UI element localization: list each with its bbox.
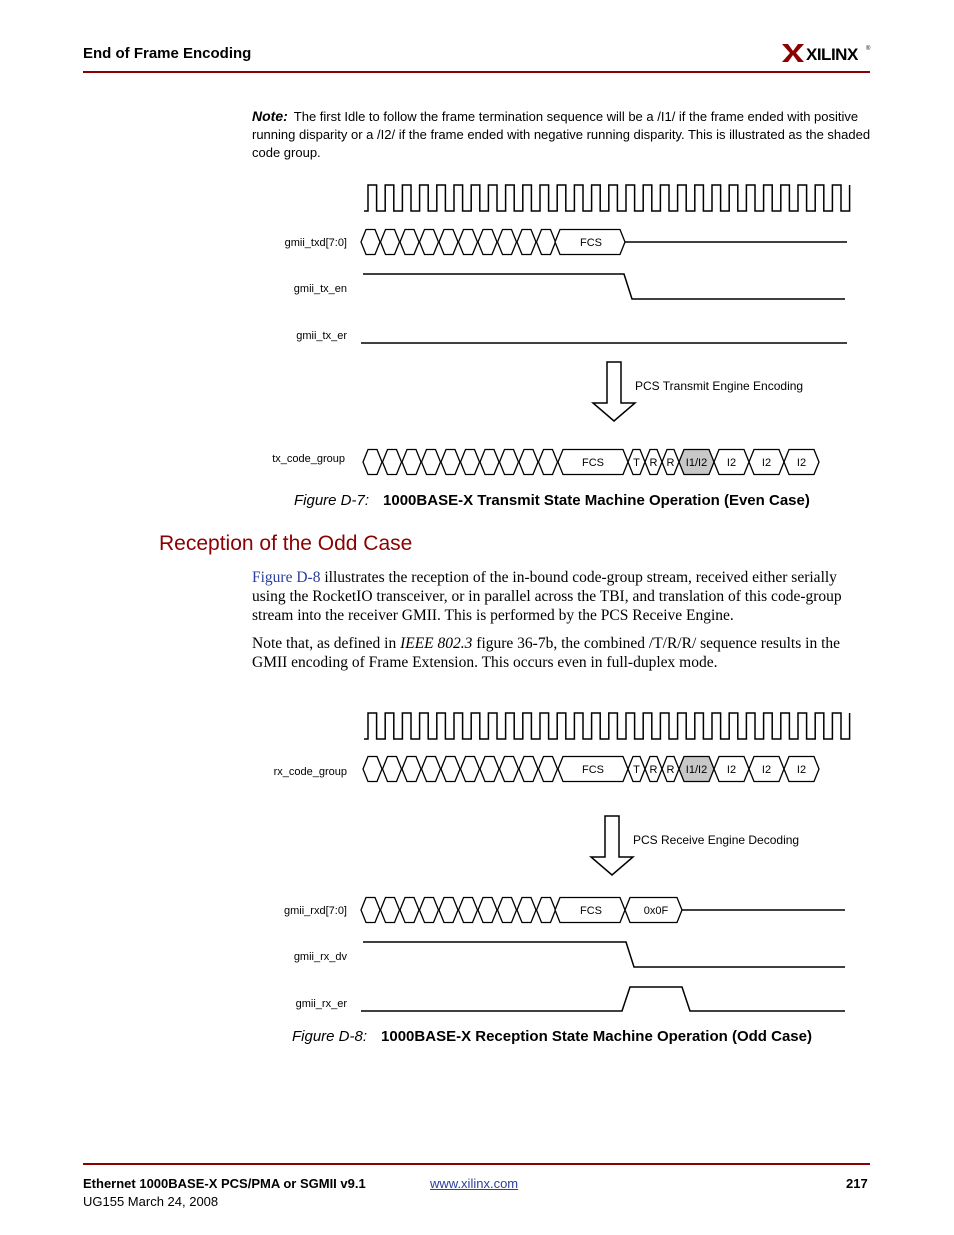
bus-cell [517,898,536,923]
figure-d8-caption-number: Figure D-8: [292,1028,368,1045]
page-header-title: End of Frame Encoding [83,45,252,62]
code-group-cell [422,450,441,475]
bus-cell [400,898,419,923]
bus-tx-code-group [363,450,819,475]
code-group-cell [461,450,480,475]
code-group-cell [461,757,480,782]
bus-cell [478,230,497,255]
svg-text:®: ® [866,46,871,52]
header-rule [83,71,870,73]
rxd-fcs-label: FCS [580,905,602,917]
bus-cell [459,898,478,923]
signal-label-rx-code-group: rx_code_group [273,766,347,778]
code-group-label: I2 [796,764,807,776]
signal-label-gmii-tx-en: gmii_tx_en [293,283,347,295]
code-group-label: I1/I2 [685,764,708,776]
code-group-label: R [666,764,675,776]
note-block [252,107,872,162]
bus-cell [459,230,478,255]
waveform-gmii-tx-en [363,274,845,299]
signal-label-gmii-tx-er: gmii_tx_er [296,330,347,342]
note-label: Note: [252,108,288,124]
code-group-cell [519,450,538,475]
paragraph-2-standard: IEEE 802.3 [400,635,473,652]
rxd-ext-label: 0x0F [643,905,669,917]
figure-d8-link[interactable]: Figure D-8 [252,569,321,586]
code-group-cell [363,757,382,782]
xilinx-logo [780,38,872,68]
note-text: The first Idle to follow the frame termination sequence will be a /I1/ if the frame ended with positive running disparity or a /I2/ if the frame ended with negative running disparity. This is illustrated as the shaded code group. [252,109,871,160]
section-heading: Reception of the Odd Case [159,532,413,555]
down-arrow-icon [593,362,635,421]
code-group-cell [480,757,499,782]
bus-cell [537,230,556,255]
paragraph-2 [252,634,872,672]
down-arrow-icon [591,816,633,875]
clock-waveform-tx [364,185,850,211]
code-group-label: I2 [761,457,772,469]
code-group-label: T [633,764,640,776]
signal-label-tx-code-group: tx_code_group [272,453,345,465]
bus-cell [381,898,400,923]
arrow-label-transmit: PCS Transmit Engine Encoding [635,379,804,393]
code-group-label: I2 [726,457,737,469]
code-group-label: FCS [582,457,604,469]
code-group-label: FCS [582,764,604,776]
code-group-cell [500,757,519,782]
bus-cell [361,230,380,255]
arrow-label-receive: PCS Receive Engine Decoding [633,833,800,847]
paragraph-1-text: illustrates the reception of the in-bound code-group stream, received either serially using the RocketIO transceiver, or in parallel across the TBI, and translation of this code-group stream into the receiver GMII. This is performed by the PCS Receive Engine. [252,569,842,624]
figure-d8-caption [292,1028,812,1045]
figure-d7-timing-diagram [255,180,865,480]
bus-cell [439,230,458,255]
bus-cell [400,230,419,255]
clock-waveform-rx [364,713,850,739]
footer-rule [83,1163,870,1165]
code-group-label: I2 [796,457,807,469]
code-group-label: R [666,457,675,469]
code-group-cell [539,450,558,475]
code-group-cell [402,450,421,475]
page-number: 217 [846,1176,868,1191]
code-group-cell [441,757,460,782]
figure-d7-caption [294,492,810,509]
bus-cell [498,898,517,923]
code-group-cell [383,757,402,782]
bus-cell [381,230,400,255]
bus-cell [478,898,497,923]
paragraph-2-text-a: Note that, as defined in [252,635,401,652]
bus-cell [361,898,380,923]
bus-cell [420,230,439,255]
figure-d8-timing-diagram [255,708,865,1018]
bus-cell [537,898,556,923]
code-group-cell [480,450,499,475]
code-group-cell [363,450,382,475]
bus-cell [498,230,517,255]
waveform-gmii-rx-dv [363,942,845,967]
bus-rx-code-group [363,757,819,782]
code-group-cell [402,757,421,782]
code-group-cell [383,450,402,475]
signal-label-gmii-rx-er: gmii_rx_er [295,998,347,1010]
paragraph-2-text-b: figure 36-7b, the combined /T/R/R/ sequence results in the GMII encoding of Frame Extension. This occurs even in full-duplex mode. [252,635,841,671]
bus-cell [439,898,458,923]
signal-label-gmii-txd: gmii_txd[7:0] [284,237,347,249]
code-group-label: I2 [726,764,737,776]
code-group-label: R [649,457,658,469]
code-group-label: I2 [761,764,772,776]
code-group-cell [500,450,519,475]
code-group-label: T [633,457,640,469]
footer-url-link[interactable]: www.xilinx.com [430,1176,519,1191]
svg-text:XILINX: XILINX [806,45,858,64]
waveform-gmii-rx-er [361,987,845,1011]
code-group-label: R [649,764,658,776]
bus-cell [420,898,439,923]
code-group-label: I1/I2 [685,457,708,469]
code-group-cell [519,757,538,782]
signal-label-gmii-rxd: gmii_rxd[7:0] [284,905,347,917]
paragraph-1 [252,568,872,625]
bus-cell [517,230,536,255]
footer-doc-title: Ethernet 1000BASE-X PCS/PMA or SGMII v9.1 [83,1176,366,1191]
figure-d7-caption-number: Figure D-7: [294,492,370,509]
code-group-cell [422,757,441,782]
figure-d8-caption-title: 1000BASE-X Reception State Machine Operation (Odd Case) [381,1028,812,1045]
code-group-cell [441,450,460,475]
code-group-cell [539,757,558,782]
signal-label-gmii-rx-dv: gmii_rx_dv [293,951,347,963]
footer-doc-date: UG155 March 24, 2008 [83,1194,219,1209]
figure-d7-caption-title: 1000BASE-X Transmit State Machine Operation (Even Case) [383,492,810,509]
txd-fcs-label: FCS [580,237,602,249]
bus-gmii-rxd [361,898,682,923]
